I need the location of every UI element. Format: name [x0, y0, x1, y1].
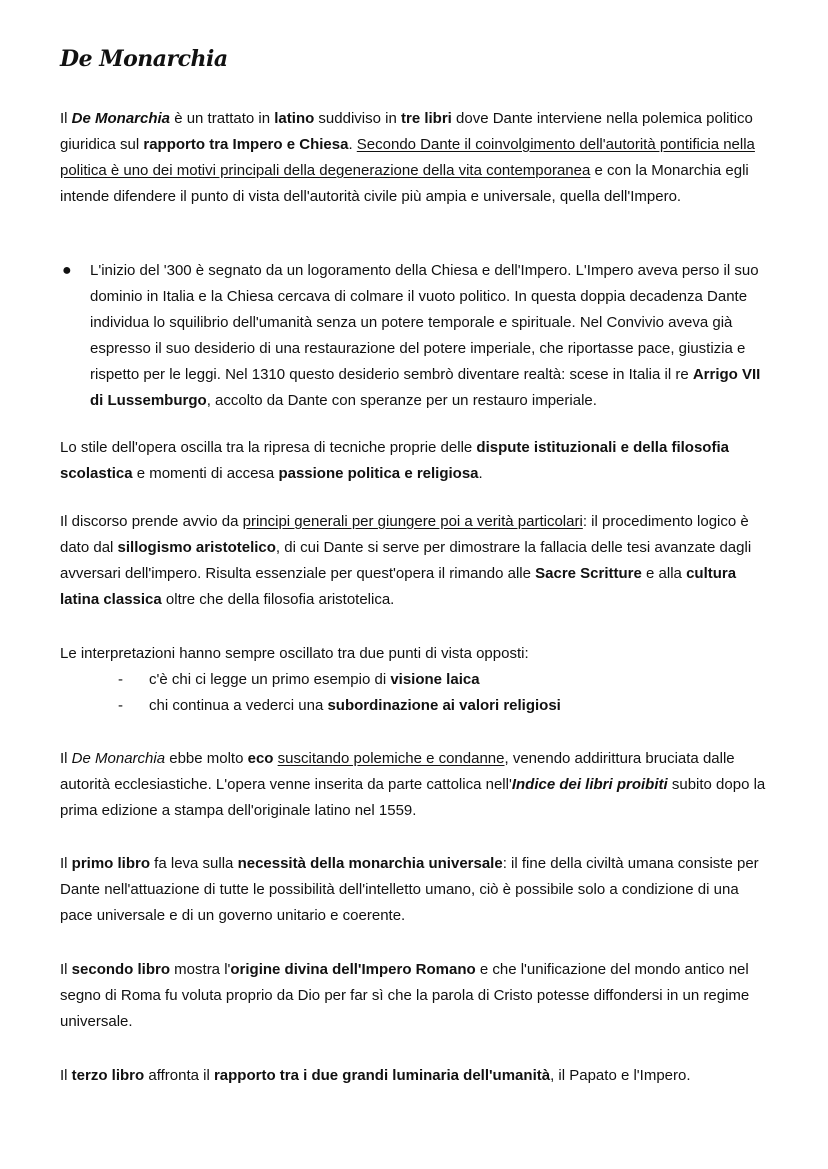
bold-text: origine divina dell'Impero Romano: [230, 961, 476, 978]
text: subito dopo la prima edizione a stampa dell'originale latino nel 1559.: [60, 776, 766, 819]
emphasis-title: De Monarchia: [71, 110, 171, 127]
text: , di cui Dante si serve per dimostrare la fallacia delle tesi avanzate dagli avversari dell'impero. Risulta essenziale per quest'opera il rimando alle: [60, 539, 752, 582]
bold-text: eco: [247, 750, 274, 767]
intro-paragraph: [60, 106, 770, 210]
bold-italic-text: Indice dei libri proibiti: [511, 776, 668, 793]
bold-text: cultura latina classica: [60, 565, 737, 608]
bullet-text: [90, 258, 770, 414]
text: , il Papato e l'Impero.: [550, 1067, 691, 1084]
text: : il procedimento logico è dato dal: [60, 513, 749, 556]
bold-text: visione laica: [390, 671, 480, 688]
text: Il: [60, 1067, 72, 1084]
bold-text: tre libri: [400, 110, 452, 127]
first-book-paragraph: [60, 851, 770, 929]
bold-text: passione politica e religiosa: [278, 465, 479, 482]
text: è un trattato in: [170, 110, 275, 127]
text: Il: [60, 110, 72, 127]
interpretations-list: [118, 667, 768, 719]
text: Lo stile dell'opera oscilla tra la ripresa di tecniche proprie delle: [60, 439, 477, 456]
bold-text: Sacre Scritture: [535, 565, 642, 582]
text: , venendo addirittura bruciata dalle autorità ecclesiastiche. L'opera venne inserita da parte cattolica nell': [60, 750, 735, 793]
text: affronta il: [144, 1067, 214, 1084]
bold-text: primo libro: [71, 855, 151, 872]
text: Il: [60, 961, 72, 978]
third-book-paragraph: [60, 1063, 770, 1089]
text: e momenti di accesa: [132, 465, 279, 482]
text: mostra l': [170, 961, 231, 978]
text: L'inizio del '300 è segnato da un logoramento della Chiesa e dell'Impero. L'Impero aveva perso il suo dominio in Italia e la Chiesa cercava di colmare il vuoto politico. In questa doppia decadenza Dante individua lo squilibrio dell'umanità senza un potere temporale e spirituale. Nel Convivio aveva già espresso il suo desiderio di una restaurazione del potere imperiale, che riportasse pace, giustizia e rispetto per le leggi. Nel 1310 questo desiderio sembrò diventare realtà: scese in Italia il re: [90, 262, 759, 383]
text: e con la Monarchia egli intende difendere il punto di vista dell'autorità civile più ampia e universale, quella dell'Impero.: [60, 162, 749, 205]
method-paragraph: [60, 509, 770, 613]
text: fa leva sulla: [150, 855, 238, 872]
text: dove Dante interviene nella polemica politico giuridica sul: [60, 110, 753, 153]
bold-text: secondo libro: [71, 961, 171, 978]
page-title: De Monarchia: [60, 46, 228, 72]
style-paragraph: [60, 435, 770, 487]
bullet-icon: ●: [62, 262, 72, 279]
bold-text: Arrigo VII di Lussemburgo: [90, 366, 761, 409]
bold-text: rapporto tra Impero e Chiesa: [143, 136, 349, 153]
text: Il: [60, 750, 72, 767]
text: chi continua a vederci una: [149, 697, 328, 714]
text: : il fine della civiltà umana consiste per Dante nell'attuazione di tutte le possibilità dell'intelletto umano, ciò è possibile solo a condizione di una pace universale e di un governo unitario e coerente.: [60, 855, 759, 924]
list-item-text: [149, 693, 561, 719]
bold-text: sillogismo aristotelico: [117, 539, 276, 556]
dash-marker: -: [118, 697, 123, 714]
text: Il discorso prende avvio da: [60, 513, 243, 530]
text: e alla: [641, 565, 687, 582]
bold-text: necessità della monarchia universale: [237, 855, 503, 872]
italic-title: De Monarchia: [71, 750, 166, 767]
text: .: [348, 136, 357, 153]
second-book-paragraph: [60, 957, 770, 1035]
text: ebbe molto: [165, 750, 248, 767]
text: oltre che della filosofia aristotelica.: [161, 591, 395, 608]
dash-marker: -: [118, 671, 123, 688]
underlined-text: Secondo Dante il coinvolgimento dell'autorità pontificia nella politica è uno dei motivi principali della degenerazione della vita contemporanea: [60, 136, 755, 179]
bold-text: terzo libro: [71, 1067, 145, 1084]
bold-text: rapporto tra i due grandi luminaria dell'umanità: [213, 1067, 551, 1084]
text: Il: [60, 855, 72, 872]
text: c'è chi ci legge un primo esempio di: [149, 671, 391, 688]
list-item: [118, 667, 768, 693]
underlined-text: suscitando polemiche e condanne: [277, 750, 505, 767]
interpretations-intro: Le interpretazioni hanno sempre oscillato tra due punti di vista opposti:: [60, 645, 529, 662]
reception-paragraph: [60, 746, 770, 824]
text: e che l'unificazione del mondo antico nel segno di Roma fu voluta proprio da Dio per far sì che la parola di Cristo potesse diffondersi in un regime universale.: [60, 961, 750, 1030]
bold-text: dispute istituzionali e della filosofia scolastica: [60, 439, 729, 482]
list-item: [118, 693, 768, 719]
text: .: [478, 465, 483, 482]
bold-text: subordinazione ai valori religiosi: [327, 697, 561, 714]
text: suddiviso in: [314, 110, 401, 127]
text: , accolto da Dante con speranze per un restauro imperiale.: [206, 392, 597, 409]
bold-text: latino: [274, 110, 315, 127]
underlined-text: principi generali per giungere poi a verità particolari: [242, 513, 583, 530]
list-item-text: [149, 667, 480, 693]
